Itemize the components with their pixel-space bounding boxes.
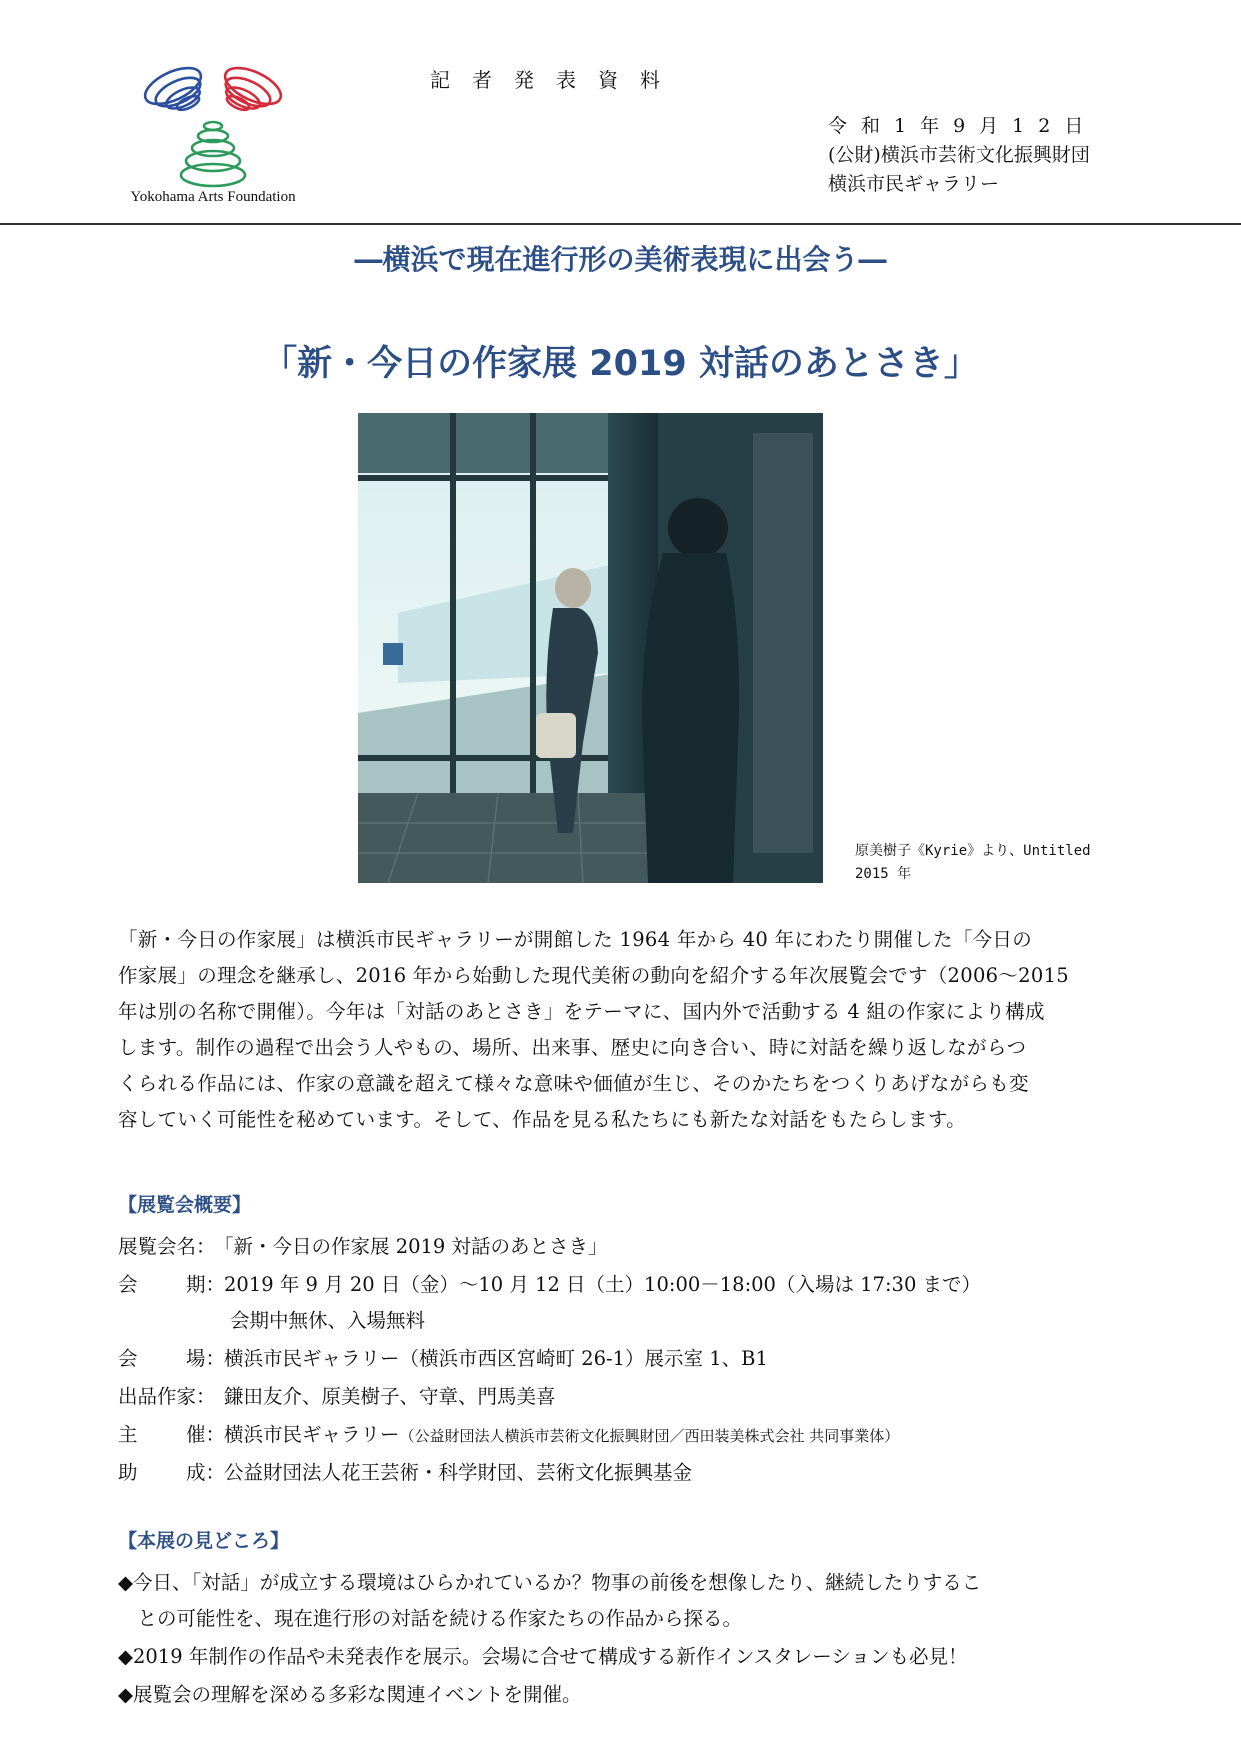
highlight-item: ◆展覧会の理解を深める多彩な関連イベントを開催。: [118, 1683, 582, 1706]
issuer-organization: (公財)横浜市芸術文化振興財団: [828, 144, 1090, 166]
support-label-b: 成：: [186, 1461, 226, 1484]
venue-value: 横浜市民ギャラリー（横浜市西区宮崎町 26-1）展示室 1、B1: [224, 1347, 768, 1370]
overview-row-support: [118, 1457, 692, 1485]
header-divider: [0, 223, 1241, 225]
intro-line: くられる作品には、作家の意識を超えて様々な意味や価値が生じ、そのかたちをつくりあげながらも変: [118, 1072, 1029, 1095]
intro-line: 作家展」の理念を継承し、2016 年から始動した現代美術の動向を紹介する年次展覧会です（2006～2015: [118, 964, 1069, 987]
photo-caption-line-1: 原美樹子《Kyrie》より、Untitled: [855, 843, 1091, 859]
document-type: 記者発表資料: [430, 68, 682, 92]
venue-label-a: 会: [118, 1347, 138, 1370]
intro-paragraph: [118, 922, 1118, 1138]
highlight-item: ◆今日、「対話」が成立する環境はひらかれているか？物事の前後を想像したり、継続したりするこ: [118, 1571, 982, 1594]
organizer-note: （公益財団法人横浜市芸術文化振興財団／西田装美株式会社 共同事業体）: [399, 1427, 900, 1445]
exhibition-photo: [358, 413, 823, 883]
period-label-b: 期：: [186, 1273, 226, 1296]
period-note: 会期中無休、入場無料: [230, 1309, 426, 1332]
highlight-item: ◆2019 年制作の作品や未発表作を展示。会場に合せて構成する新作インスタレーションも必見！: [118, 1645, 968, 1668]
overview-row-period: [118, 1269, 981, 1297]
issue-date: 令和1年9月12日: [828, 115, 1098, 137]
yokohama-arts-foundation-logo: [118, 58, 308, 208]
intro-line: 年は別の名称で開催）。今年は「対話のあとさき」をテーマに、国内外で活動する 4 組の作家により構成: [118, 1000, 1045, 1023]
name-label: 展覧会名：: [118, 1235, 216, 1258]
overview-row-venue: [118, 1343, 768, 1371]
highlight-item: との可能性を、現在進行形の対話を続ける作家たちの作品から探る。: [118, 1607, 743, 1630]
logo-wordmark: Yokohama Arts Foundation: [130, 189, 296, 205]
intro-line: 「新・今日の作家展」は横浜市民ギャラリーが開館した 1964 年から 40 年にわたり開催した「今日の: [118, 928, 1033, 951]
overview-row-organizer: [118, 1419, 899, 1447]
artists-label: 出品作家：: [118, 1385, 216, 1408]
intro-line: します。制作の過程で出会う人やもの、場所、出来事、歴史に向き合い、時に対話を繰り返しながらつ: [118, 1036, 1027, 1059]
overview-heading: 【展覧会概要】: [118, 1194, 252, 1216]
period-label-a: 会: [118, 1273, 138, 1296]
artists-value: 鎌田友介、原美樹子、守章、門馬美喜: [224, 1385, 556, 1408]
venue-label-b: 場：: [186, 1347, 226, 1370]
name-value: 「新・今日の作家展 2019 対話のあとさき」: [214, 1235, 608, 1258]
organizer-label-a: 主: [118, 1423, 138, 1446]
support-label-a: 助: [118, 1461, 138, 1484]
support-value: 公益財団法人花王芸術・科学財団、芸術文化振興基金: [224, 1461, 693, 1484]
organizer-label-b: 催：: [186, 1423, 226, 1446]
exhibition-subtitle: ―横浜で現在進行形の美術表現に出会う―: [354, 243, 887, 276]
issuer-department: 横浜市民ギャラリー: [828, 173, 1000, 195]
intro-line: 容していく可能性を秘めています。そして、作品を見る私たちにも新たな対話をもたらします。: [118, 1108, 966, 1131]
overview-row-name: [118, 1231, 608, 1259]
photo-caption-line-2: 2015 年: [855, 866, 912, 882]
photo-caption: [855, 840, 1091, 886]
organizer-value: 横浜市民ギャラリー: [224, 1423, 400, 1446]
period-value: 2019 年 9 月 20 日（金）～10 月 12 日（土）10:00－18:00（入場は 17:30 まで）: [224, 1273, 982, 1296]
issuer-block: [828, 112, 1097, 199]
highlights-heading: 【本展の見どころ】: [118, 1530, 290, 1552]
exhibition-title: 「新・今日の作家展 2019 対話のあとさき」: [262, 344, 979, 384]
overview-row-artists: [118, 1381, 556, 1409]
